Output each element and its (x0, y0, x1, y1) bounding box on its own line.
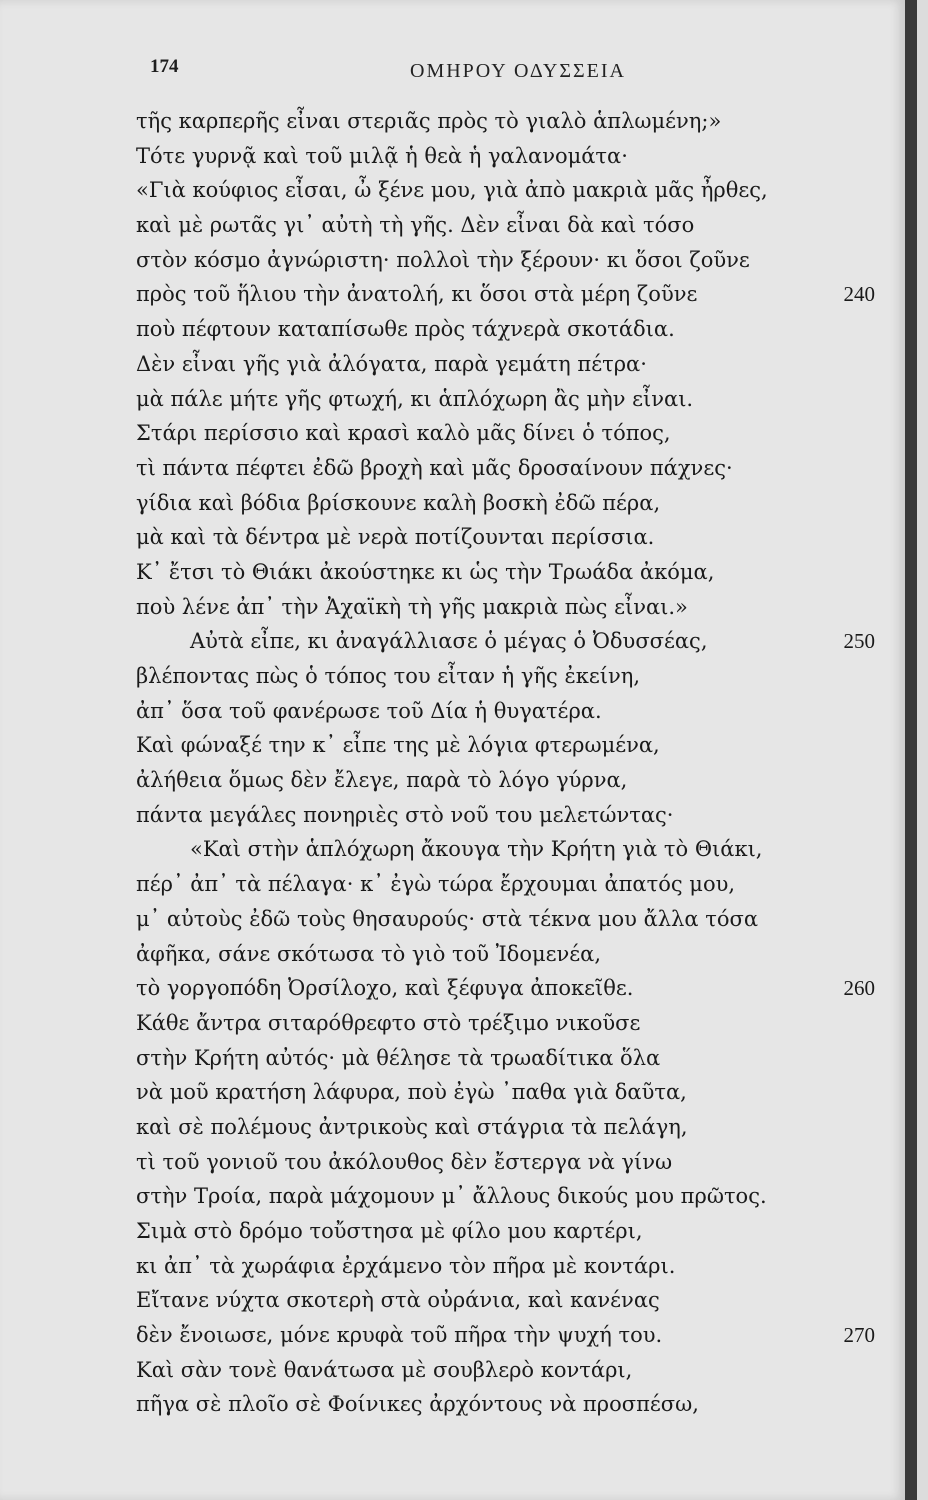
verse-text: στὴν Κρήτη αὐτός· μὰ θέλησε τὰ τρωαδίτικα ὅλα (136, 1045, 661, 1070)
verse-line (0, 1283, 905, 1318)
verse-text: πρὸς τοῦ ἥλιου τὴν ἀνατολή, κι ὅσοι στὰ μέρη ζοῦνε (136, 282, 698, 307)
verse-text: κι ἀπ᾽ τὰ χωράφια ἐρχάμενο τὸν πῆρα μὲ κοντάρι. (136, 1253, 676, 1278)
verse-line (0, 763, 905, 798)
verse-line (0, 590, 905, 625)
book-gutter (905, 0, 917, 1500)
line-number: 260 (843, 976, 875, 1001)
verse-line (0, 798, 905, 833)
verse-line (0, 243, 905, 278)
verse-line (0, 937, 905, 972)
verse-line (0, 555, 905, 590)
verse-line (0, 173, 905, 208)
verse-text: ἀφῆκα, σάνε σκότωσα τὸ γιὸ τοῦ Ἰδομενέα, (136, 941, 601, 966)
verse-line (0, 139, 905, 174)
verse-line (0, 728, 905, 763)
verse-line (0, 1110, 905, 1145)
verse-text: «Γιὰ κούφιος εἶσαι, ὦ ξένε μου, γιὰ ἀπὸ μακριὰ μᾶς ἦρθες, (136, 178, 768, 203)
verse-text: γίδια καὶ βόδια βρίσκουνε καλὴ βοσκὴ ἐδῶ πέρα, (136, 490, 661, 515)
verse-text: δὲν ἔνοιωσε, μόνε κρυφὰ τοῦ πῆρα τὴν ψυχή του. (136, 1323, 663, 1348)
verse-line (0, 520, 905, 555)
verse-text: πάντα μεγάλες πονηριὲς στὸ νοῦ του μελετώντας· (136, 802, 674, 827)
verse-line (0, 312, 905, 347)
verse-text: Αὐτὰ εἶπε, κι ἀναγάλλιασε ὁ μέγας ὁ Ὀδυσσέας, (190, 629, 708, 654)
verse-text: πῆγα σὲ πλοῖο σὲ Φοίνικες ἀρχόντους νὰ προσπέσω, (136, 1392, 699, 1417)
verse-line (0, 867, 905, 902)
verse-line (0, 104, 905, 139)
verse-text: ἀλήθεια ὅμως δὲν ἔλεγε, παρὰ τὸ λόγο γύρνα, (136, 768, 628, 793)
verse-text: Τότε γυρνᾷ καὶ τοῦ μιλᾷ ἡ θεὰ ἡ γαλανομάτα· (136, 143, 628, 168)
verse-text: Καὶ φώναξέ την κ᾽ εἶπε της μὲ λόγια φτερωμένα, (136, 733, 660, 758)
verse-text: μὰ καὶ τὰ δέντρα μὲ νερὰ ποτίζουνται περίσσια. (136, 525, 655, 550)
verse-text: Καὶ σὰν τονὲ θανάτωσα μὲ σουβλερὸ κοντάρι, (136, 1357, 633, 1382)
page-header (0, 52, 905, 92)
verse-line (0, 451, 905, 486)
verse-line (0, 1041, 905, 1076)
line-number: 240 (843, 282, 875, 307)
verse-text: «Καὶ στὴν ἁπλόχωρη ἄκουγα τὴν Κρήτη γιὰ τὸ Θιάκι, (190, 837, 763, 862)
verse-text: μὰ πάλε μήτε γῆς φτωχή, κι ἁπλόχωρη ἂς μὴν εἶναι. (136, 386, 694, 411)
poem-text (0, 104, 905, 1422)
verse-line (0, 1387, 905, 1422)
verse-line (0, 659, 905, 694)
verse-line (0, 1318, 905, 1353)
verse-text: Δὲν εἶναι γῆς γιὰ ἀλόγατα, παρὰ γεμάτη πέτρα· (136, 351, 647, 376)
verse-text: στὸν κόσμο ἀγνώριστη· πολλοὶ τὴν ξέρουν· κι ὅσοι ζοῦνε (136, 247, 750, 272)
verse-line (0, 208, 905, 243)
verse-text: καὶ μὲ ρωτᾶς γι᾽ αὐτὴ τὴ γῆς. Δὲν εἶναι δὰ καὶ τόσο (136, 213, 695, 238)
verse-line (0, 624, 905, 659)
verse-text: βλέποντας πὼς ὁ τόπος του εἶταν ἡ γῆς ἐκείνη, (136, 664, 641, 688)
verse-text: νὰ μοῦ κρατήση λάφυρα, ποὺ ἐγὼ ᾽παθα γιὰ δαῦτα, (136, 1080, 687, 1105)
page-number: 174 (150, 56, 179, 77)
verse-text: τῆς καρπερῆς εἶναι στεριᾶς πρὸς τὸ γιαλὸ ἁπλωμένη;» (136, 109, 722, 133)
verse-line (0, 1145, 905, 1180)
verse-line (0, 382, 905, 417)
verse-text: ἀπ᾽ ὅσα τοῦ φανέρωσε τοῦ Δία ἡ θυγατέρα. (136, 698, 602, 723)
verse-text: Κάθε ἄντρα σιταρόθρεφτο στὸ τρέξιμο νικοῦσε (136, 1010, 641, 1035)
verse-line (0, 1353, 905, 1388)
verse-text: τὸ γοργοπόδη Ὀρσίλοχο, καὶ ξέφυγα ἀποκεῖθε. (136, 976, 634, 1001)
line-number: 270 (843, 1323, 875, 1348)
line-number: 250 (843, 629, 875, 654)
verse-line (0, 902, 905, 937)
verse-line (0, 277, 905, 312)
verse-text: ποὺ πέφτουν καταπίσωθε πρὸς τάχνερὰ σκοτάδια. (136, 317, 675, 342)
facing-page-edge (917, 0, 928, 1500)
verse-line (0, 1075, 905, 1110)
verse-line (0, 347, 905, 382)
verse-text: Σιμὰ στὸ δρόμο τοὔστησα μὲ φίλο μου καρτέρι, (136, 1219, 643, 1243)
verse-line (0, 1179, 905, 1214)
verse-text: πέρ᾽ ἀπ᾽ τὰ πέλαγα· κ᾽ ἐγὼ τώρα ἔρχουμαι ἀπατός μου, (136, 872, 736, 897)
verse-text: μ᾽ αὐτοὺς ἐδῶ τοὺς θησαυρούς· στὰ τέκνα μου ἄλλα τόσα (136, 906, 759, 931)
verse-text: καὶ σὲ πολέμους ἀντρικοὺς καὶ στάγρια τὰ πελάγη, (136, 1114, 688, 1139)
verse-text: Στάρι περίσσιο καὶ κρασὶ καλὸ μᾶς δίνει ὁ τόπος, (136, 421, 671, 446)
verse-line (0, 694, 905, 729)
verse-text: Κ᾽ ἔτσι τὸ Θιάκι ἀκούστηκε κι ὡς τὴν Τρωάδα ἀκόμα, (136, 559, 715, 584)
verse-line (0, 1214, 905, 1249)
verse-text: τὶ τοῦ γονιοῦ του ἀκόλουθος δὲν ἔστεργα νὰ γίνω (136, 1149, 673, 1174)
verse-line (0, 1249, 905, 1284)
verse-text: Εἴτανε νύχτα σκοτερὴ στὰ οὐράνια, καὶ κανένας (136, 1288, 660, 1313)
verse-line (0, 1006, 905, 1041)
running-title: ΟΜΗΡΟΥ ΟΔΥΣΣΕΙΑ (410, 60, 626, 82)
verse-text: ποὺ λένε ἀπ᾽ τὴν Ἀχαϊκὴ τὴ γῆς μακριὰ πὼς εἶναι.» (136, 594, 688, 619)
verse-text: τὶ πάντα πέφτει ἐδῶ βροχὴ καὶ μᾶς δροσαίνουν πάχνες· (136, 455, 733, 480)
verse-line (0, 832, 905, 867)
verse-line (0, 971, 905, 1006)
verse-line (0, 486, 905, 521)
verse-text: στὴν Τροία, παρὰ μάχομουν μ᾽ ἄλλους δικούς μου πρῶτος. (136, 1184, 767, 1209)
verse-line (0, 416, 905, 451)
